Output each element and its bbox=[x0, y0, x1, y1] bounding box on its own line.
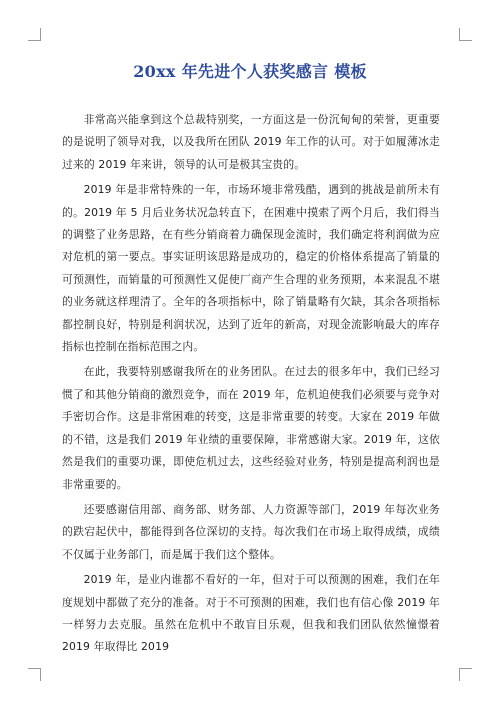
document-body bbox=[62, 109, 440, 662]
page-corner-mark-top-left bbox=[28, 28, 41, 41]
document-title: 20xx 年先进个人获奖感言 模板 bbox=[133, 62, 367, 81]
page-corner-mark-top-right bbox=[459, 28, 472, 41]
paragraph-team-thanks: 在此，我要特别感谢我所在的业务团队。在过去的很多年中，我们已经习惯了和其他分销商的激烈竞争，而在 2019 年，危机迫使我们必须要与竞争对手密切合作。这是非常困难的转变，这是非常重要的转变。大家在 2019 年做的不错，这是我们 2019 年业绩的重要保障，非常感谢大家。2019 年，这依然是我们的重要功课，即使危机过去，这些经验对业务，特别是提高利润也是非常重要的。 bbox=[62, 365, 440, 491]
paragraph-year-review: 2019 年是非常特殊的一年，市场环境非常残酷，遇到的挑战是前所未有的。2019 年 5 月后业务状况急转直下，在困难中摸索了两个月后，我们得当的调整了业务思路，在有些分销商着力确保现金流时，我们确定将利润做为应对危机的第一要点。事实证明该思路是成功的，稳定的价格体系提高了销量的可预测性，而销量的可预测性又促使厂商产生合理的业务预期，本来混乱不堪的业务就这样理清了。全年的各项指标中，除了销量略有欠缺，其余各项指标都控制良好，特别是利润状况，达到了近年的新高，对现金流影响最大的库存指标也控制在指标范围之内。 bbox=[62, 183, 440, 354]
paragraph-gratitude: 非常高兴能拿到这个总裁特别奖，一方面这是一份沉甸甸的荣誉，更重要的是说明了领导对我，以及我所在团队 2019 年工作的认可。对于如履薄冰走过来的 2019 年来讲，领导的认可是极其宝贵的。 bbox=[62, 113, 440, 171]
paragraph-department-thanks: 还要感谢信用部、商务部、财务部、人力资源等部门，2019 年每次业务的跌宕起伏中，都能得到各位深切的支持。每次我们在市场上取得成绩，成绩不仅属于业务部门，而是属于我们这个整体。 bbox=[62, 502, 440, 561]
page-corner-mark-bottom-left bbox=[28, 668, 41, 681]
paragraph-outlook: 2019 年，是业内谁都不看好的一年，但对于可以预测的困难，我们在年度规划中都做了充分的准备。对于不可预测的困难，我们也有信心像 2019 年一样努力去克服。虽然在危机中不敢盲目乐观，但我和我们团队依然憧憬着 2019 年取得比 2019 bbox=[62, 573, 440, 654]
page-corner-mark-bottom-right bbox=[459, 668, 472, 681]
